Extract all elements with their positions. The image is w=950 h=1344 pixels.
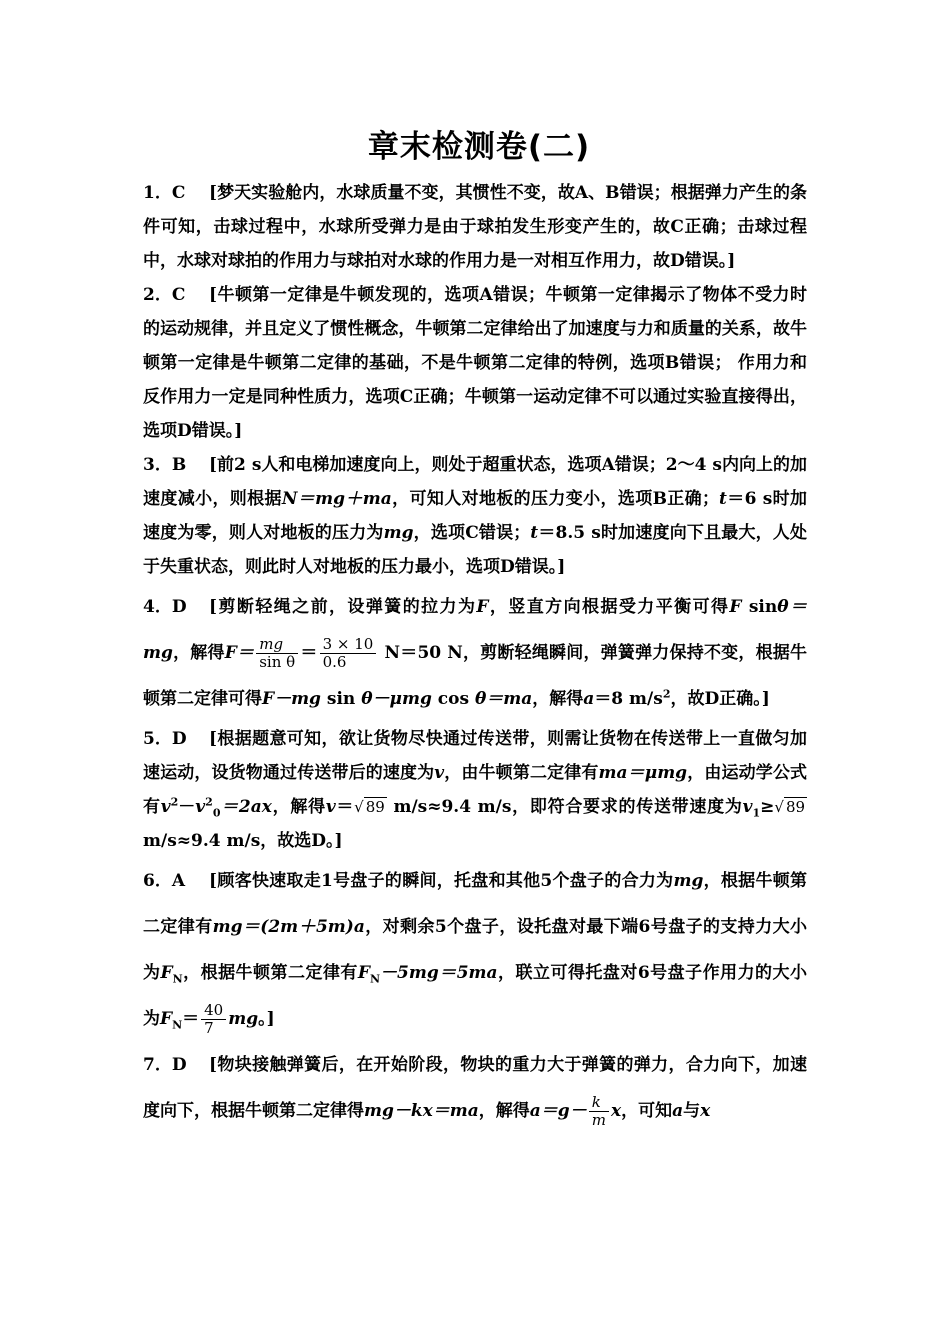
square-root: √ 89	[774, 798, 806, 816]
answer-text: [牛顿第一定律是牛顿发现的，选项A错误；牛顿第一定律揭示了物体不受力时的运动规律，并且定义了惯性概念，牛顿第二定律给出了加速度与力和质量的关系，故牛顿第一定律是牛顿第二定律的基础，不是牛顿第二定律的特例，选项B错误； 作用力和反作用力一定是同种性质力，选项C正确；牛顿第一运动定律不可以通过实验直接得出，选项D错误。]	[143, 285, 807, 441]
answer-number: 5．D	[143, 729, 187, 749]
answer-number: 7．D	[143, 1055, 187, 1075]
answer-1	[143, 176, 807, 278]
answer-7: 7．D [物块接触弹簧后，在开始阶段，物块的重力大于弹簧的弹力，合力向下，加速度向下，根据牛顿第二定律得mg－kx＝ma，解得a＝g－ $\frac{k}{m}$ x，可知a与x	[143, 1042, 807, 1134]
answer-number: 3．B	[143, 455, 187, 475]
square-root: √ 89	[354, 798, 385, 816]
page-title: 章末检测卷(二)	[367, 129, 591, 165]
answer-3: 3．B [前2 s人和电梯加速度向上，则处于超重状态，选项A错误；2～4 s内向上的加速度减小，则根据N＝mg＋ma，可知人对地板的压力变小，选项B正确；t＝6 s时加速度为零，则人对地板的压力为mg，选项C错误；t＝8.5 s时加速度向下且最大，人处于失重状态，则此时人对地板的压力最小，选项D错误。]	[143, 448, 807, 584]
fraction: $\frac{3 \times 10}{0.6}$	[320, 636, 377, 672]
answer-5: 5．D [根据题意可知，欲让货物尽快通过传送带，则需让货物在传送带上一直做匀加速运动，设货物通过传送带后的速度为v，由牛顿第二定律有ma＝μmg，由运动学公式有$v^2-v^2_0=2ax$，解得v＝√ 89 m/s≈9.4 m/s，即符合要求的传送带速度为$v_1\ge√$ 89 m/s≈9.4 m/s，故选D。]	[143, 722, 807, 858]
answer-number: 1．C	[143, 183, 186, 203]
fraction: $\frac{k}{m}$	[589, 1094, 609, 1130]
answer-number: 2．C	[143, 285, 186, 305]
answer-4: 4．D [剪断轻绳之前，设弹簧的拉力为F，竖直方向根据受力平衡可得F sinθ＝mg，解得F＝ $\frac{mg}{\text{sin θ}}$ ＝ $\frac{3 \times 10}{0.6}$ N＝50 N，剪断轻绳瞬间，弹簧弹力保持不变，根据牛顿第二定律可得F－mg sin θ－μmg cos θ＝ma，解得a＝8 $m/s^2$，故D正确。]	[143, 584, 807, 722]
answer-number: 4．D	[143, 597, 187, 617]
fraction: $\frac{40}{7}$	[201, 1002, 226, 1038]
document-page	[143, 118, 807, 1134]
answer-2	[143, 278, 807, 448]
answer-6: 6．A [顾客快速取走1号盘子的瞬间，托盘和其他5个盘子的合力为mg，根据牛顿第二定律有mg＝(2m＋5m)a，对剩余5个盘子，设托盘对最下端6号盘子的支持力大小为$F_N$，根据牛顿第二定律有$F_N-5mg=5ma$，联立可得托盘对6号盘子作用力的大小为$F_N=$ $\frac{40}{7}$ mg。]	[143, 858, 807, 1042]
fraction: $\frac{mg}{\text{sin θ}}$	[256, 636, 298, 672]
answer-text: [梦天实验舱内，水球质量不变，其惯性不变，故A、B错误；根据弹力产生的条件可知，击球过程中，水球所受弹力是由于球拍发生形变产生的，故C正确；击球过程中，水球对球拍的作用力与球拍对水球的作用力是一对相互作用力，故D错误。]	[143, 183, 807, 271]
answer-number: 6．A	[143, 871, 186, 891]
